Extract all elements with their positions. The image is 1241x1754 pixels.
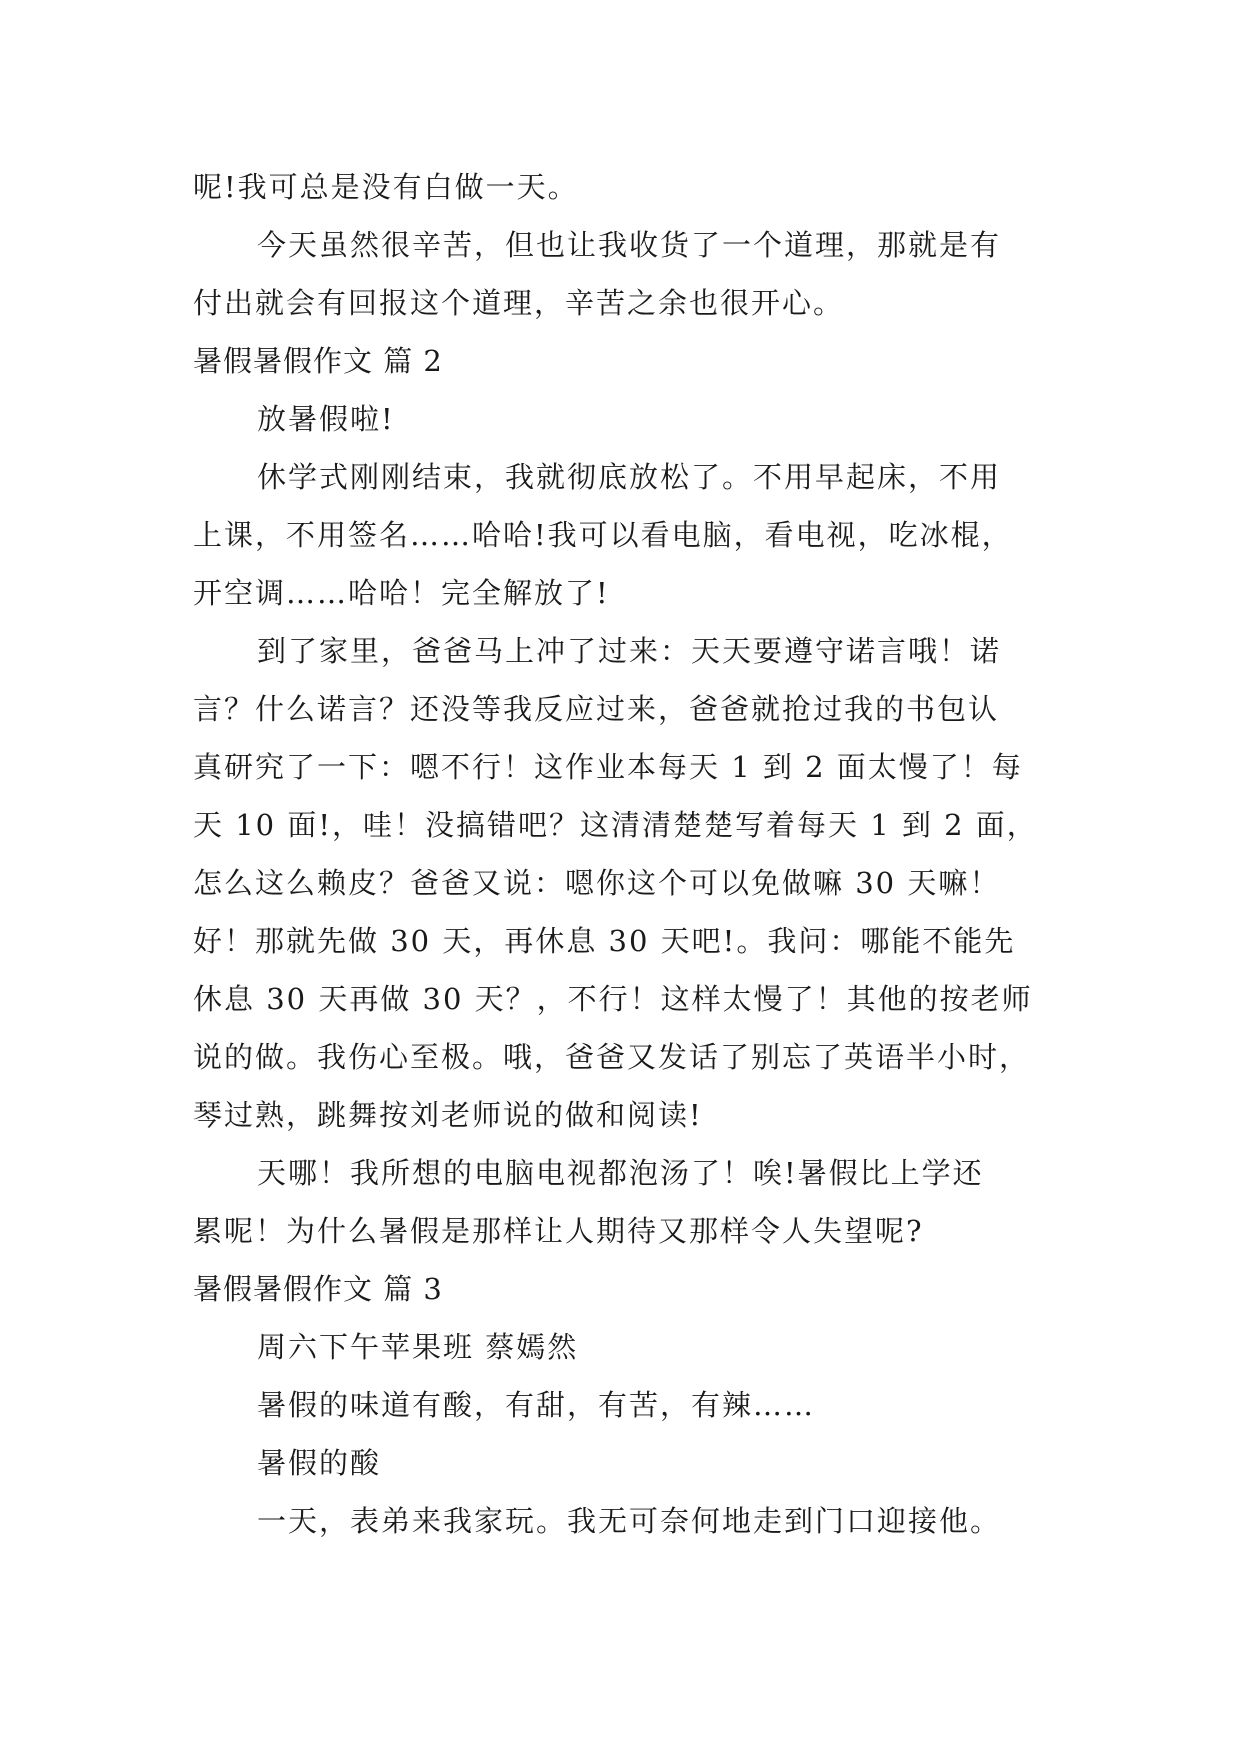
text-line: 好！那就先做 30 天，再休息 30 天吧!。我问：哪能不能先 [193, 924, 1016, 958]
text-line: 真研究了一下：嗯不行！这作业本每天 1 到 2 面太慢了！每 [193, 750, 1023, 784]
paragraph-line: 天哪！我所想的电脑电视都泡汤了！唉!暑假比上学还 [257, 1156, 984, 1190]
paragraph-line: 一天，表弟来我家玩。我无可奈何地走到门口迎接他。 [257, 1504, 1002, 1538]
section-heading: 暑假暑假作文 篇 3 [193, 1272, 443, 1306]
paragraph-line: 周六下午苹果班 蔡嫣然 [257, 1330, 579, 1364]
text-line: 付出就会有回报这个道理，辛苦之余也很开心。 [193, 286, 845, 320]
text-line: 呢!我可总是没有白做一天。 [193, 170, 579, 204]
text-line: 说的做。我伤心至极。哦，爸爸又发话了别忘了英语半小时， [193, 1040, 1031, 1074]
paragraph-line: 休学式刚刚结束，我就彻底放松了。不用早起床，不用 [257, 460, 1002, 494]
text-line: 言？什么诺言？还没等我反应过来，爸爸就抢过我的书包认 [193, 692, 1000, 726]
paragraph-line: 到了家里，爸爸马上冲了过来：天天要遵守诺言哦！诺 [257, 634, 1002, 668]
text-line: 休息 30 天再做 30 天？，不行！这样太慢了！其他的按老师 [193, 982, 1033, 1016]
paragraph-line: 暑假的味道有酸，有甜，有苦，有辣…… [257, 1388, 816, 1422]
paragraph-line: 放暑假啦! [257, 402, 395, 436]
section-heading: 暑假暑假作文 篇 2 [193, 344, 443, 378]
text-line: 天 10 面!，哇！没搞错吧？这清清楚楚写着每天 1 到 2 面， [193, 808, 1038, 842]
paragraph-line: 暑假的酸 [257, 1446, 382, 1480]
text-line: 累呢！为什么暑假是那样让人期待又那样令人失望呢? [193, 1214, 924, 1248]
text-line: 开空调……哈哈！完全解放了! [193, 576, 610, 610]
text-line: 怎么这么赖皮？爸爸又说：嗯你这个可以免做嘛 30 天嘛！ [193, 866, 1001, 900]
document-body [193, 158, 1073, 1550]
paragraph-line: 今天虽然很辛苦，但也让我收货了一个道理，那就是有 [257, 228, 1002, 262]
text-line: 上课，不用签名……哈哈!我可以看电脑，看电视，吃冰棍， [193, 518, 1013, 552]
text-line: 琴过熟，跳舞按刘老师说的做和阅读! [193, 1098, 703, 1132]
